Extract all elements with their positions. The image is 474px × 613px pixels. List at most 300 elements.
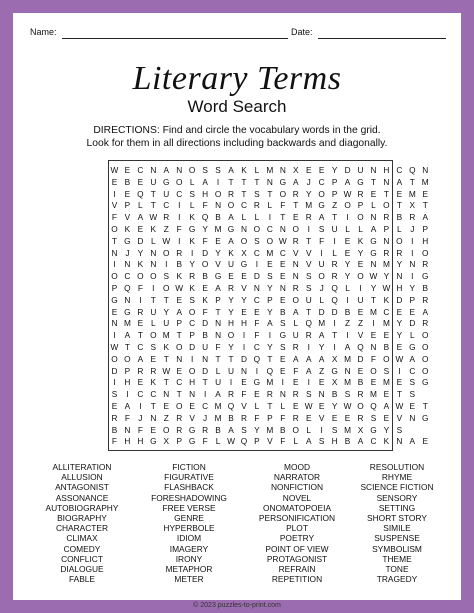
grid-letter[interactable]: A bbox=[305, 353, 312, 364]
grid-letter[interactable]: W bbox=[343, 188, 352, 199]
grid-letter[interactable]: W bbox=[110, 165, 119, 175]
grid-letter[interactable]: Y bbox=[357, 247, 364, 258]
grid-letter[interactable]: B bbox=[280, 306, 286, 317]
grid-letter[interactable]: M bbox=[408, 188, 416, 199]
grid-letter[interactable]: A bbox=[228, 165, 234, 175]
grid-letter[interactable]: N bbox=[124, 294, 131, 305]
grid-letter[interactable]: U bbox=[318, 259, 325, 270]
grid-letter[interactable]: G bbox=[279, 330, 287, 341]
grid-letter[interactable]: S bbox=[254, 235, 260, 246]
grid-letter[interactable]: F bbox=[111, 436, 117, 447]
grid-letter[interactable]: Q bbox=[266, 365, 274, 376]
grid-letter[interactable]: R bbox=[383, 247, 390, 258]
grid-letter[interactable]: L bbox=[254, 401, 260, 411]
grid-letter[interactable]: O bbox=[227, 330, 235, 341]
grid-letter[interactable]: K bbox=[241, 165, 247, 175]
grid-letter[interactable]: T bbox=[150, 294, 156, 305]
word-search-grid[interactable] bbox=[108, 160, 429, 451]
grid-letter[interactable]: W bbox=[304, 401, 313, 411]
grid-letter[interactable]: A bbox=[357, 436, 364, 447]
grid-letter[interactable]: C bbox=[176, 188, 183, 199]
grid-letter[interactable]: P bbox=[409, 294, 416, 305]
grid-letter[interactable]: C bbox=[137, 342, 144, 352]
grid-letter[interactable]: T bbox=[163, 353, 169, 364]
grid-letter[interactable]: H bbox=[331, 436, 338, 447]
grid-letter[interactable]: K bbox=[176, 271, 182, 282]
grid-letter[interactable]: G bbox=[150, 436, 157, 447]
grid-letter[interactable]: R bbox=[292, 235, 299, 246]
grid-letter[interactable]: C bbox=[253, 247, 260, 258]
grid-letter[interactable]: O bbox=[214, 188, 222, 199]
grid-letter[interactable]: D bbox=[189, 342, 196, 352]
grid-letter[interactable]: R bbox=[176, 424, 183, 435]
grid-letter[interactable]: E bbox=[254, 306, 260, 317]
grid-letter[interactable]: T bbox=[306, 306, 312, 317]
grid-letter[interactable]: K bbox=[150, 224, 157, 234]
grid-letter[interactable]: O bbox=[163, 283, 170, 293]
grid-letter[interactable]: D bbox=[202, 247, 209, 258]
grid-letter[interactable]: V bbox=[396, 412, 403, 423]
grid-letter[interactable]: V bbox=[215, 259, 221, 270]
grid-letter[interactable]: V bbox=[305, 247, 312, 258]
grid-letter[interactable]: N bbox=[370, 212, 377, 223]
grid-letter[interactable]: T bbox=[137, 330, 143, 341]
grid-letter[interactable]: I bbox=[411, 235, 414, 246]
grid-letter[interactable]: I bbox=[307, 377, 310, 388]
grid-letter[interactable]: A bbox=[124, 401, 131, 411]
grid-letter[interactable]: R bbox=[228, 188, 235, 199]
grid-letter[interactable]: M bbox=[344, 353, 352, 364]
grid-letter[interactable]: L bbox=[345, 283, 350, 293]
grid-letter[interactable]: Q bbox=[331, 294, 338, 305]
grid-letter[interactable]: V bbox=[111, 200, 118, 211]
grid-letter[interactable]: N bbox=[370, 342, 377, 352]
grid-letter[interactable]: G bbox=[163, 176, 170, 187]
grid-letter[interactable]: M bbox=[382, 377, 390, 388]
grid-letter[interactable]: E bbox=[396, 306, 403, 317]
grid-letter[interactable]: M bbox=[214, 401, 222, 411]
grid-letter[interactable]: R bbox=[240, 412, 247, 423]
grid-letter[interactable]: L bbox=[332, 247, 337, 258]
grid-letter[interactable]: I bbox=[229, 377, 233, 388]
grid-letter[interactable]: Q bbox=[409, 165, 416, 175]
grid-letter[interactable]: G bbox=[422, 271, 429, 282]
grid-letter[interactable]: K bbox=[228, 247, 234, 258]
grid-letter[interactable]: I bbox=[372, 318, 375, 329]
grid-letter[interactable]: G bbox=[240, 259, 248, 270]
grid-letter[interactable]: T bbox=[176, 389, 182, 400]
grid-letter[interactable]: W bbox=[369, 271, 378, 282]
grid-letter[interactable]: O bbox=[227, 200, 235, 211]
grid-letter[interactable]: D bbox=[318, 306, 325, 317]
grid-letter[interactable]: Y bbox=[267, 306, 273, 317]
grid-letter[interactable]: F bbox=[124, 412, 130, 423]
grid-letter[interactable]: N bbox=[266, 176, 273, 187]
grid-letter[interactable]: O bbox=[175, 401, 183, 411]
grid-letter[interactable]: R bbox=[331, 259, 338, 270]
grid-letter[interactable]: A bbox=[422, 306, 429, 317]
grid-letter[interactable]: N bbox=[409, 259, 416, 270]
grid-letter[interactable]: G bbox=[111, 294, 118, 305]
grid-letter[interactable]: T bbox=[150, 200, 156, 211]
grid-letter[interactable]: O bbox=[422, 353, 429, 364]
grid-letter[interactable]: U bbox=[215, 377, 222, 388]
grid-letter[interactable]: A bbox=[318, 330, 325, 341]
grid-letter[interactable]: O bbox=[370, 365, 377, 376]
grid-letter[interactable]: K bbox=[189, 235, 195, 246]
grid-letter[interactable]: T bbox=[267, 188, 273, 199]
grid-letter[interactable]: I bbox=[152, 283, 155, 293]
grid-letter[interactable]: P bbox=[124, 365, 131, 376]
grid-letter[interactable]: Y bbox=[267, 283, 273, 293]
grid-letter[interactable]: C bbox=[202, 401, 209, 411]
grid-letter[interactable]: E bbox=[383, 389, 390, 400]
grid-letter[interactable]: F bbox=[202, 200, 208, 211]
grid-letter[interactable]: W bbox=[162, 365, 171, 376]
grid-letter[interactable]: Y bbox=[344, 271, 351, 282]
grid-letter[interactable]: D bbox=[202, 318, 209, 329]
grid-letter[interactable]: E bbox=[318, 401, 325, 411]
grid-letter[interactable]: K bbox=[150, 377, 157, 388]
grid-letter[interactable]: M bbox=[370, 306, 377, 317]
grid-letter[interactable]: B bbox=[383, 342, 390, 352]
grid-letter[interactable]: M bbox=[305, 200, 313, 211]
grid-letter[interactable]: I bbox=[320, 247, 323, 258]
grid-letter[interactable]: P bbox=[267, 294, 273, 305]
grid-letter[interactable]: G bbox=[331, 365, 338, 376]
grid-letter[interactable]: E bbox=[383, 412, 390, 423]
grid-letter[interactable]: Y bbox=[241, 294, 247, 305]
grid-letter[interactable]: S bbox=[344, 389, 351, 400]
grid-letter[interactable]: O bbox=[279, 188, 287, 199]
grid-letter[interactable]: N bbox=[111, 247, 118, 258]
grid-letter[interactable]: I bbox=[113, 259, 116, 270]
grid-letter[interactable]: O bbox=[111, 224, 118, 234]
grid-letter[interactable]: B bbox=[422, 283, 429, 293]
grid-letter[interactable]: A bbox=[292, 306, 299, 317]
grid-letter[interactable]: E bbox=[396, 188, 403, 199]
grid-letter[interactable]: V bbox=[124, 212, 131, 223]
grid-letter[interactable]: A bbox=[409, 353, 416, 364]
grid-letter[interactable]: L bbox=[215, 365, 221, 376]
grid-letter[interactable]: F bbox=[280, 412, 286, 423]
grid-letter[interactable]: S bbox=[318, 436, 325, 447]
grid-letter[interactable]: I bbox=[139, 401, 142, 411]
name-line[interactable] bbox=[62, 38, 288, 39]
grid-letter[interactable]: P bbox=[267, 412, 273, 423]
grid-letter[interactable]: E bbox=[422, 188, 429, 199]
grid-letter[interactable]: I bbox=[191, 353, 194, 364]
grid-letter[interactable]: N bbox=[163, 389, 170, 400]
grid-letter[interactable]: E bbox=[292, 401, 299, 411]
grid-letter[interactable]: E bbox=[280, 259, 286, 270]
grid-letter[interactable]: L bbox=[293, 318, 299, 329]
grid-letter[interactable]: R bbox=[357, 188, 364, 199]
grid-letter[interactable]: S bbox=[318, 224, 325, 234]
grid-letter[interactable]: E bbox=[228, 271, 234, 282]
grid-letter[interactable]: T bbox=[370, 176, 376, 187]
grid-letter[interactable]: Y bbox=[396, 330, 403, 341]
grid-letter[interactable]: X bbox=[331, 353, 338, 364]
grid-letter[interactable]: N bbox=[396, 271, 403, 282]
grid-letter[interactable]: M bbox=[344, 424, 352, 435]
grid-letter[interactable]: H bbox=[124, 377, 131, 388]
grid-letter[interactable]: O bbox=[111, 353, 118, 364]
grid-letter[interactable]: N bbox=[396, 436, 403, 447]
grid-letter[interactable]: A bbox=[228, 235, 234, 246]
grid-letter[interactable]: R bbox=[422, 259, 429, 270]
grid-letter[interactable]: R bbox=[150, 365, 157, 376]
grid-letter[interactable]: M bbox=[266, 165, 274, 175]
grid-letter[interactable]: P bbox=[331, 176, 338, 187]
grid-letter[interactable]: B bbox=[280, 424, 286, 435]
grid-letter[interactable]: E bbox=[280, 294, 286, 305]
grid-letter[interactable]: M bbox=[266, 377, 274, 388]
grid-letter[interactable]: J bbox=[410, 224, 415, 234]
grid-letter[interactable]: R bbox=[409, 212, 416, 223]
grid-letter[interactable]: T bbox=[267, 353, 273, 364]
grid-letter[interactable]: P bbox=[176, 436, 182, 447]
grid-letter[interactable]: U bbox=[357, 165, 364, 175]
grid-letter[interactable]: Y bbox=[228, 294, 234, 305]
grid-letter[interactable]: T bbox=[215, 353, 221, 364]
grid-letter[interactable]: B bbox=[215, 424, 221, 435]
grid-letter[interactable]: G bbox=[188, 224, 196, 234]
grid-letter[interactable]: G bbox=[124, 235, 131, 246]
grid-letter[interactable]: E bbox=[370, 330, 377, 341]
grid-letter[interactable]: C bbox=[240, 200, 247, 211]
grid-letter[interactable]: G bbox=[253, 377, 261, 388]
grid-letter[interactable]: G bbox=[422, 377, 429, 388]
grid-letter[interactable]: E bbox=[292, 377, 299, 388]
grid-letter[interactable]: B bbox=[396, 212, 403, 223]
grid-letter[interactable]: F bbox=[137, 283, 143, 293]
grid-letter[interactable]: E bbox=[215, 235, 221, 246]
grid-letter[interactable]: Y bbox=[305, 188, 312, 199]
grid-letter[interactable]: O bbox=[422, 247, 429, 258]
grid-letter[interactable]: R bbox=[422, 318, 429, 329]
grid-letter[interactable]: L bbox=[371, 200, 376, 211]
grid-letter[interactable]: C bbox=[163, 200, 170, 211]
grid-letter[interactable]: F bbox=[254, 318, 260, 329]
grid-letter[interactable]: F bbox=[215, 342, 221, 352]
grid-letter[interactable]: F bbox=[137, 424, 143, 435]
grid-letter[interactable]: E bbox=[150, 424, 157, 435]
grid-letter[interactable]: Y bbox=[267, 342, 273, 352]
grid-letter[interactable]: B bbox=[215, 212, 221, 223]
grid-letter[interactable]: I bbox=[359, 283, 362, 293]
grid-letter[interactable]: K bbox=[189, 212, 195, 223]
grid-letter[interactable]: A bbox=[396, 176, 403, 187]
grid-letter[interactable]: U bbox=[228, 259, 235, 270]
grid-letter[interactable]: S bbox=[280, 342, 286, 352]
grid-letter[interactable]: I bbox=[242, 342, 246, 352]
grid-letter[interactable]: A bbox=[344, 176, 351, 187]
grid-letter[interactable]: E bbox=[254, 389, 260, 400]
grid-letter[interactable]: I bbox=[281, 377, 284, 388]
grid-letter[interactable]: T bbox=[254, 176, 260, 187]
grid-letter[interactable]: I bbox=[411, 271, 414, 282]
grid-letter[interactable]: R bbox=[228, 389, 235, 400]
grid-letter[interactable]: A bbox=[292, 353, 299, 364]
grid-letter[interactable]: B bbox=[124, 176, 131, 187]
grid-letter[interactable]: Y bbox=[344, 259, 351, 270]
grid-letter[interactable]: I bbox=[216, 176, 220, 187]
grid-letter[interactable]: E bbox=[357, 365, 364, 376]
grid-letter[interactable]: O bbox=[344, 200, 351, 211]
grid-letter[interactable]: T bbox=[111, 235, 117, 246]
grid-letter[interactable]: M bbox=[370, 389, 377, 400]
grid-letter[interactable]: P bbox=[357, 200, 364, 211]
grid-letter[interactable]: A bbox=[137, 353, 144, 364]
grid-letter[interactable]: Z bbox=[163, 224, 169, 234]
grid-letter[interactable]: V bbox=[241, 401, 247, 411]
grid-letter[interactable]: W bbox=[395, 353, 404, 364]
grid-letter[interactable]: K bbox=[202, 294, 208, 305]
grid-letter[interactable]: K bbox=[163, 342, 170, 352]
grid-letter[interactable]: H bbox=[137, 436, 144, 447]
grid-letter[interactable]: U bbox=[228, 365, 235, 376]
grid-letter[interactable]: Z bbox=[319, 365, 325, 376]
grid-letter[interactable]: S bbox=[215, 165, 221, 175]
grid-letter[interactable]: D bbox=[344, 165, 351, 175]
grid-letter[interactable]: U bbox=[150, 176, 157, 187]
grid-letter[interactable]: N bbox=[150, 412, 157, 423]
grid-letter[interactable]: B bbox=[176, 259, 182, 270]
grid-letter[interactable]: S bbox=[396, 424, 403, 435]
grid-letter[interactable]: T bbox=[409, 176, 415, 187]
grid-letter[interactable]: B bbox=[202, 330, 208, 341]
grid-letter[interactable]: U bbox=[331, 224, 338, 234]
date-line[interactable] bbox=[318, 38, 446, 39]
grid-letter[interactable]: W bbox=[175, 283, 184, 293]
grid-letter[interactable]: L bbox=[254, 165, 260, 175]
grid-letter[interactable]: G bbox=[188, 424, 196, 435]
grid-letter[interactable]: T bbox=[163, 294, 169, 305]
grid-letter[interactable]: U bbox=[202, 342, 209, 352]
grid-letter[interactable]: R bbox=[292, 188, 299, 199]
grid-letter[interactable]: C bbox=[150, 389, 157, 400]
grid-letter[interactable]: T bbox=[215, 306, 221, 317]
grid-letter[interactable]: P bbox=[176, 318, 182, 329]
grid-letter[interactable]: C bbox=[396, 165, 403, 175]
grid-letter[interactable]: Y bbox=[331, 165, 338, 175]
grid-letter[interactable]: E bbox=[137, 377, 144, 388]
grid-letter[interactable]: O bbox=[188, 365, 196, 376]
grid-letter[interactable]: N bbox=[202, 353, 209, 364]
grid-letter[interactable]: X bbox=[163, 436, 170, 447]
grid-letter[interactable]: N bbox=[344, 365, 351, 376]
grid-letter[interactable]: S bbox=[409, 377, 416, 388]
grid-letter[interactable]: V bbox=[241, 283, 247, 293]
grid-letter[interactable]: F bbox=[176, 224, 182, 234]
grid-letter[interactable]: P bbox=[383, 224, 390, 234]
grid-letter[interactable]: I bbox=[178, 200, 181, 211]
grid-letter[interactable]: N bbox=[176, 353, 183, 364]
grid-letter[interactable]: C bbox=[137, 165, 144, 175]
grid-letter[interactable]: W bbox=[110, 342, 119, 352]
grid-letter[interactable]: E bbox=[357, 306, 364, 317]
grid-letter[interactable]: U bbox=[163, 318, 170, 329]
grid-letter[interactable]: Z bbox=[332, 200, 338, 211]
grid-letter[interactable]: T bbox=[267, 401, 273, 411]
grid-letter[interactable]: A bbox=[163, 165, 170, 175]
grid-letter[interactable]: E bbox=[280, 271, 286, 282]
grid-letter[interactable]: L bbox=[254, 212, 260, 223]
grid-letter[interactable]: R bbox=[111, 412, 118, 423]
grid-letter[interactable]: T bbox=[241, 188, 247, 199]
grid-letter[interactable]: R bbox=[266, 389, 273, 400]
grid-letter[interactable]: Y bbox=[137, 247, 144, 258]
grid-letter[interactable]: R bbox=[292, 389, 299, 400]
grid-letter[interactable]: P bbox=[189, 330, 195, 341]
grid-letter[interactable]: P bbox=[111, 283, 118, 293]
grid-letter[interactable]: D bbox=[409, 318, 416, 329]
grid-letter[interactable]: I bbox=[126, 389, 129, 400]
grid-letter[interactable]: U bbox=[292, 330, 299, 341]
grid-letter[interactable]: L bbox=[410, 330, 415, 341]
grid-letter[interactable]: L bbox=[189, 176, 195, 187]
grid-letter[interactable]: Y bbox=[215, 247, 221, 258]
grid-letter[interactable]: N bbox=[253, 283, 260, 293]
grid-letter[interactable]: A bbox=[137, 212, 144, 223]
grid-letter[interactable]: T bbox=[306, 235, 312, 246]
grid-letter[interactable]: V bbox=[305, 259, 312, 270]
grid-letter[interactable]: N bbox=[292, 271, 299, 282]
grid-letter[interactable]: E bbox=[357, 259, 364, 270]
grid-letter[interactable]: O bbox=[383, 200, 390, 211]
grid-letter[interactable]: O bbox=[111, 271, 118, 282]
grid-letter[interactable]: A bbox=[305, 365, 312, 376]
grid-letter[interactable]: I bbox=[333, 235, 336, 246]
grid-letter[interactable]: A bbox=[409, 436, 416, 447]
grid-letter[interactable]: E bbox=[176, 365, 182, 376]
grid-letter[interactable]: S bbox=[254, 188, 260, 199]
grid-letter[interactable]: J bbox=[125, 247, 130, 258]
grid-letter[interactable]: N bbox=[176, 165, 183, 175]
grid-letter[interactable]: Q bbox=[357, 342, 364, 352]
grid-letter[interactable]: N bbox=[240, 365, 247, 376]
grid-letter[interactable]: H bbox=[202, 188, 209, 199]
grid-letter[interactable]: H bbox=[124, 436, 131, 447]
grid-letter[interactable]: U bbox=[305, 294, 312, 305]
grid-letter[interactable]: O bbox=[150, 271, 157, 282]
grid-letter[interactable]: A bbox=[422, 212, 429, 223]
grid-letter[interactable]: E bbox=[111, 306, 118, 317]
grid-letter[interactable]: A bbox=[124, 330, 131, 341]
grid-letter[interactable]: Y bbox=[383, 424, 390, 435]
grid-letter[interactable]: R bbox=[331, 271, 338, 282]
grid-letter[interactable]: S bbox=[202, 165, 208, 175]
grid-letter[interactable]: L bbox=[189, 200, 195, 211]
grid-letter[interactable]: E bbox=[331, 412, 338, 423]
grid-letter[interactable]: P bbox=[215, 294, 221, 305]
grid-letter[interactable]: E bbox=[344, 412, 351, 423]
grid-letter[interactable]: N bbox=[409, 412, 416, 423]
grid-letter[interactable]: T bbox=[163, 377, 169, 388]
grid-letter[interactable]: N bbox=[292, 259, 299, 270]
grid-letter[interactable]: Q bbox=[137, 188, 144, 199]
grid-letter[interactable]: V bbox=[189, 412, 195, 423]
grid-letter[interactable]: O bbox=[357, 401, 364, 411]
grid-letter[interactable]: E bbox=[111, 176, 118, 187]
grid-letter[interactable]: T bbox=[280, 212, 286, 223]
grid-letter[interactable]: M bbox=[214, 412, 222, 423]
grid-letter[interactable]: L bbox=[293, 436, 299, 447]
grid-letter[interactable]: F bbox=[319, 235, 325, 246]
grid-letter[interactable]: V bbox=[357, 330, 364, 341]
grid-letter[interactable]: N bbox=[279, 283, 286, 293]
